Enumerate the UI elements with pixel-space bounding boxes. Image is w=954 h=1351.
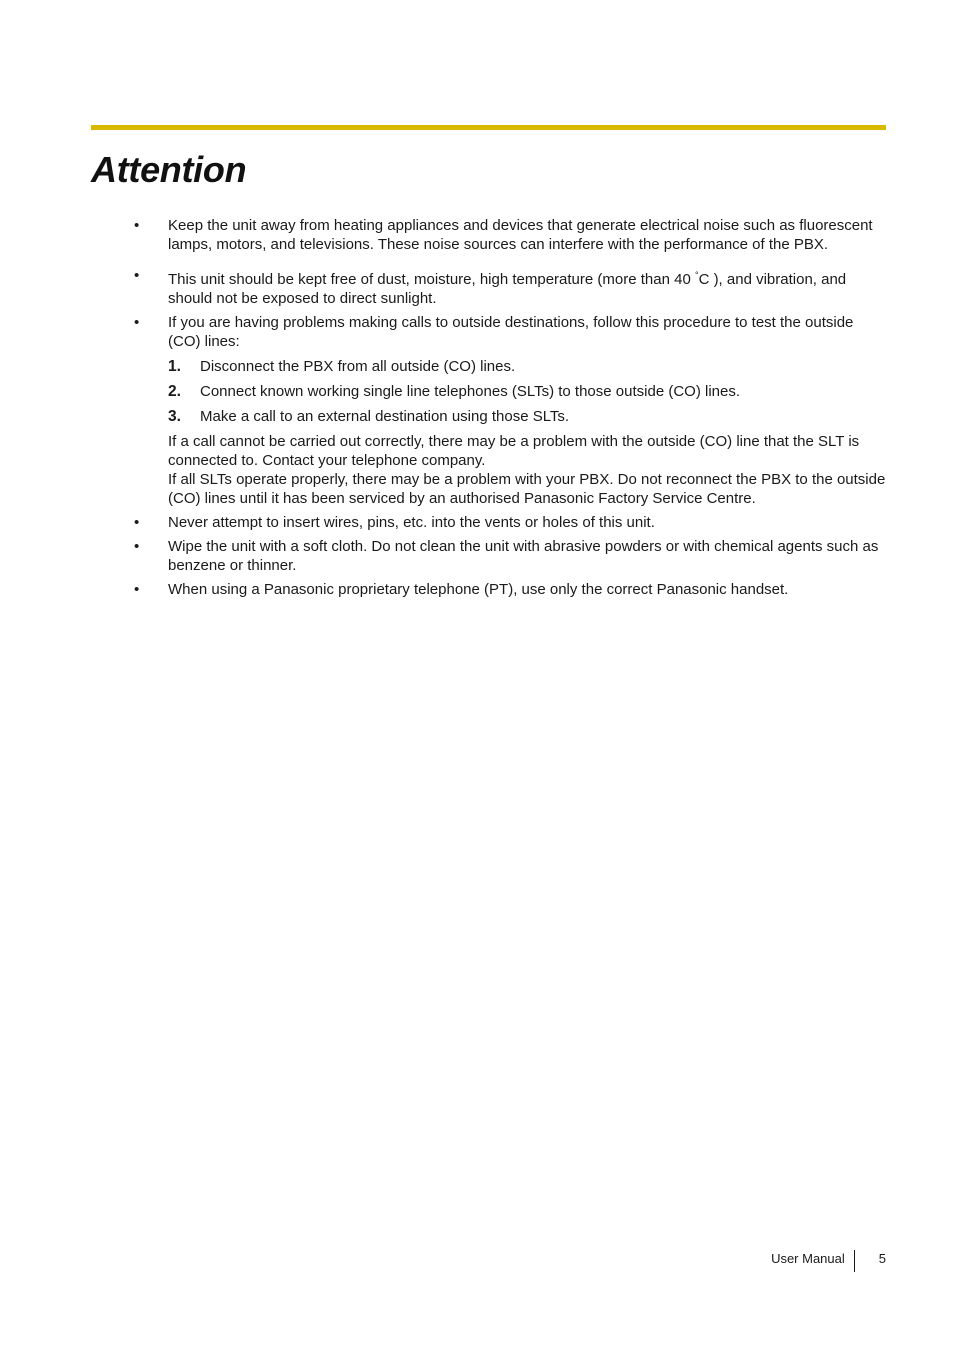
list-item (134, 537, 886, 575)
list-item (134, 266, 886, 308)
step-number: 2. (168, 383, 181, 400)
list-item-text (168, 266, 886, 308)
procedure-step (168, 357, 886, 376)
procedure-note: If all SLTs operate properly, there may be a problem with your PBX. Do not reconnect the PBX to the outside (CO) lines until it has been serviced by an authorised Panasonic Factory Service Centre. (168, 471, 886, 507)
list-item (134, 216, 886, 254)
list-item-text-part: This unit should be kept free of dust, moisture, high temperature (more than 40 (168, 271, 695, 288)
bullet-icon: • (134, 217, 140, 234)
step-text: Make a call to an external destination using those SLTs. (200, 408, 570, 425)
page-footer (771, 1250, 886, 1272)
procedure-note: If a call cannot be carried out correctly, there may be a problem with the outside (CO) line that the SLT is connected to. Contact your telephone company. (168, 433, 860, 469)
page-number: 5 (878, 1251, 886, 1266)
list-item-text: Never attempt to insert wires, pins, etc. into the vents or holes of this unit. (168, 514, 655, 531)
bullet-icon: • (134, 267, 140, 284)
list-item (134, 580, 886, 599)
bullet-icon: • (134, 314, 140, 331)
list-item-text: If you are having problems making calls to outside destinations, follow this procedure to test the outside (CO) lines: (168, 314, 854, 350)
attention-list (134, 216, 886, 599)
step-text: Disconnect the PBX from all outside (CO) lines. (200, 358, 516, 375)
list-item (134, 513, 886, 532)
header-rule (91, 125, 886, 130)
bullet-icon: • (134, 538, 140, 555)
bullet-icon: • (134, 581, 140, 598)
step-number: 1. (168, 358, 181, 375)
bullet-icon: • (134, 514, 140, 531)
procedure-step (168, 407, 886, 426)
procedure-step (168, 382, 886, 401)
list-item-text: When using a Panasonic proprietary telephone (PT), use only the correct Panasonic handset. (168, 581, 789, 598)
list-item-text: Wipe the unit with a soft cloth. Do not clean the unit with abrasive powders or with chemical agents such as benzene or thinner. (168, 538, 879, 574)
list-item-text-part: C ), and vibration, and should not be exposed to direct sunlight. (168, 271, 847, 307)
list-item (134, 313, 886, 508)
degree-symbol: ° (694, 270, 699, 280)
footer-label: User Manual (771, 1251, 845, 1266)
step-text: Connect known working single line telephones (SLTs) to those outside (CO) lines. (200, 383, 740, 400)
list-item-text: Keep the unit away from heating appliances and devices that generate electrical noise such as fluorescent lamps, motors, and televisions. These noise sources can interfere with the performance of the PBX. (168, 217, 873, 253)
step-number: 3. (168, 408, 181, 425)
page-title: Attention (91, 149, 247, 190)
